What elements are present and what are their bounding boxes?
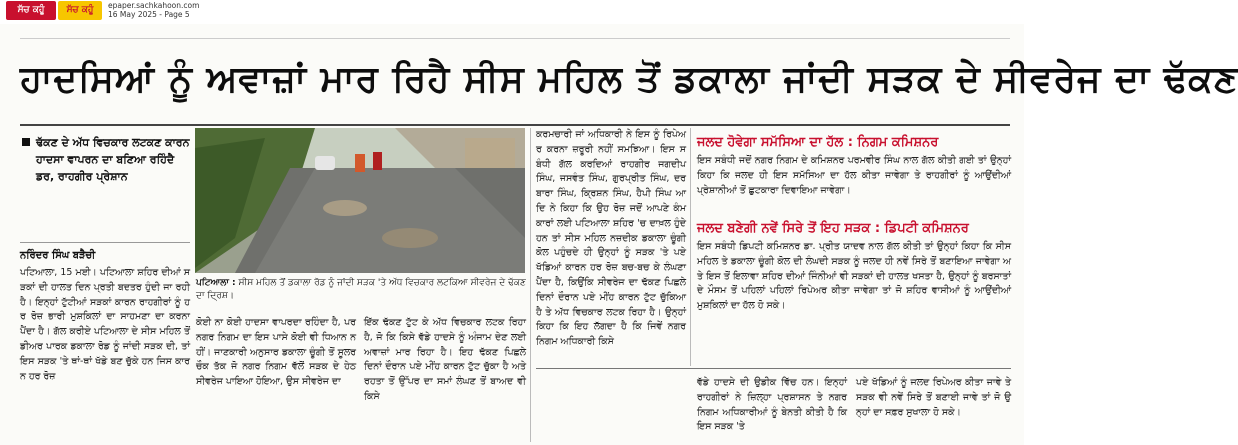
article-column-3: ਇੱਕ ਢੱਕਣ ਟੁੱਟ ਕੇ ਅੱਧ ਵਿਚਕਾਰ ਲਟਕ ਰਿਹਾ ਹੈ, ਜੋ ਕਿ ਕਿਸੇ ਵੱਡੇ ਹਾਦਸੇ ਨੂੰ ਅੰਜਾਮ ਦੇਣ ਲਈ ਅਵਾਜ਼ਾਂ ਮਾਰ ਰਿਹਾ ਹੈ। ਇਹ ਢੱਕਣ ਪਿਛਲੇ ਦਿਨਾਂ ਦੌਰਾਨ ਪਏ ਮੀਂਹ ਕਾਰਨ ਟੁੱਟ ਚੁੱਕਾ ਹੈ ਅਤੇ ਰਹਤਾ ਤੋਂ ਉੱਪਰ ਦਾ ਸਮਾਂ ਲੰਘਣ ਤੋਂ ਬਾਅਦ ਵੀ ਕਿਸੇ [364,317,526,402]
date-page: 16 May 2025 - Page 5 [108,10,190,19]
bullet-item [20,134,190,185]
epaper-header [0,0,1024,22]
column-divider [530,128,531,442]
source-url[interactable]: epaper.sachkahoon.com [108,1,200,10]
road-photo-illustration [195,128,525,273]
article-column-5: ਵੱਡੇ ਹਾਦਸੇ ਦੀ ਉਡੀਕ ਵਿੱਚ ਹਨ। ਇਨ੍ਹਾਂ ਰਾਹਗੀਰਾਂ ਨੇ ਜ਼ਿਲ੍ਹਾ ਪ੍ਰਸ਼ਾਸਨ ਤੇ ਨਗਰ ਨਿਗਮ ਅਧਿਕਾਰੀਆਂ ਨੂੰ ਬੇਨਤੀ ਕੀਤੀ ਹੈ ਕਿ ਇਸ ਸੜਕ 'ਤੇ [697,377,847,433]
subhead-commissioner: ਜਲਦ ਹੋਵੇਗਾ ਸਮੱਸਿਆ ਦਾ ਹੱਲ : ਨਿਗਮ ਕਮਿਸ਼ਨਰ [697,135,939,150]
newspaper-logo-secondary[interactable]: ਸੱਚ ਕਹੂੰ [58,1,102,20]
article-column-1: ਪਟਿਆਲਾ, 15 ਮਈ। ਪਟਿਆਲਾ ਸ਼ਹਿਰ ਦੀਆਂ ਸੜਕਾਂ ਦੀ ਹਾਲਤ ਦਿਨ ਪ੍ਰਤੀ ਬਦਤਰ ਹੁੰਦੀ ਜਾ ਰਹੀ ਹੈ। ਇਨ੍ਹਾਂ ਟੁੱਟੀਆਂ ਸੜਕਾਂ ਕਾਰਨ ਰਾਹਗੀਰਾਂ ਨੂੰ ਹਰ ਰੋਜ਼ ਭਾਰੀ ਮੁਸ਼ਕਿਲਾਂ ਦਾ ਸਾਹਮਣਾ ਦਾ ਕਰਨਾ ਪੈਂਦਾ ਹੈ। ਗੱਲ ਕਰੀਏ ਪਟਿਆਲਾ ਦੇ ਸੀਸ ਮਹਿਲ ਤੋਂ ਡੀਅਰ ਪਾਰਕ ਡਕਾਲਾ ਰੋਡ ਨੂੰ ਜਾਂਦੀ ਸੜਕ ਦੀ, ਤਾਂ ਇਸ ਸੜਕ 'ਤੇ ਥਾਂ-ਥਾਂ ਖੱਡੇ ਬਣ ਚੁੱਕੇ ਹਨ ਜਿਸ ਕਾਰਨ ਹਰ ਰੋਜ਼ [20,267,190,382]
box-divider [690,128,691,366]
car-icon [315,156,335,170]
byline: ਨਰਿੰਦਰ ਸਿੰਘ ਬੜੈਚੀ [20,250,96,261]
commissioner-statement: ਇਸ ਸਬੰਧੀ ਜਦੋਂ ਨਗਰ ਨਿਗਮ ਦੇ ਕਮਿਸ਼ਨਰ ਪਰਮਵੀਰ ਸਿੰਘ ਨਾਲ ਗੱਲ ਕੀਤੀ ਗਈ ਤਾਂ ਉਨ੍ਹਾਂ ਕਿਹਾ ਕਿ ਜਲਦ ਹੀ ਇਸ ਸਮੱਸਿਆ ਦਾ ਹੱਲ ਕੀਤਾ ਜਾਵੇਗਾ ਤੇ ਰਾਹਗੀਰਾਂ ਨੂੰ ਆਉਂਦੀਆਂ ਪ੍ਰੇਸ਼ਾਨੀਆਂ ਤੋਂ ਛੁਟਕਾਰਾ ਦਿਵਾਇਆ ਜਾਵੇਗਾ। [697,155,1011,196]
article-column-6: ਪਏ ਖੱਡਿਆਂ ਨੂੰ ਜਲਦ ਰਿਪੇਅਰ ਕੀਤਾ ਜਾਵੇ ਤੇ ਸੜਕ ਵੀ ਨਵੇਂ ਸਿਰੇ ਤੋਂ ਬਣਾਈ ਜਾਵੇ ਤਾਂ ਜੋ ਉਨ੍ਹਾਂ ਦਾ ਸਫ਼ਰ ਸੁਖਾਲਾ ਹੋ ਸਕੇ। [856,377,1011,418]
motorcycle-rider-icon [355,154,365,172]
article-column-2: ਕੋਈ ਨਾ ਕੋਈ ਹਾਦਸਾ ਵਾਪਰਦਾ ਰਹਿੰਦਾ ਹੈ, ਪਰ ਨਗਰ ਨਿਗਮ ਦਾ ਇਸ ਪਾਸੇ ਕੋਈ ਵੀ ਧਿਆਨ ਨਹੀਂ। ਜਾਣਕਾਰੀ ਅਨੁਸਾਰ ਡਕਾਲਾ ਚੂੰਗੀ ਤੋਂ ਸੂਲਰ ਚੌਕ ਤੱਕ ਜੋ ਨਗਰ ਨਿਗਮ ਵੱਲੋਂ ਸੜਕ ਦੇ ਹੇਠ ਸੀਵਰੇਜ ਪਾਇਆ ਹੋਇਆ, ਉਸ ਸੀਵਰੇਜ ਦਾ [196,317,356,388]
headline-divider [20,124,1010,126]
source-meta [108,1,199,19]
deputy-commissioner-statement: ਇਸ ਸਬੰਧੀ ਡਿਪਟੀ ਕਮਿਸ਼ਨਰ ਡਾ. ਪ੍ਰੀਤ ਯਾਦਵ ਨਾਲ ਗੱਲ ਕੀਤੀ ਤਾਂ ਉਨ੍ਹਾਂ ਕਿਹਾ ਕਿ ਸੀਸ ਮਹਿਲ ਤੇ ਡਕਾਲਾ ਚੂੰਗੀ ਕੋਲ ਦੀ ਲੰਘਦੀ ਸੜਕ ਨੂੰ ਜਲਦ ਹੀ ਨਵੇਂ ਸਿਰੇ ਤੋਂ ਬਣਾਇਆ ਜਾਵੇਗਾ ਅਤੇ ਇਸ ਤੋਂ ਇਲਾਵਾ ਸ਼ਹਿਰ ਦੀਆਂ ਜਿੰਨੀਆਂ ਵੀ ਸੜਕਾਂ ਦੀ ਹਾਲਤ ਖਸਤਾ ਹੈ, ਉਨ੍ਹਾਂ ਨੂੰ ਬਰਸਾਤਾਂ ਦੇ ਮੌਸਮ ਤੋਂ ਪਹਿਲਾਂ ਪਹਿਲਾਂ ਰਿਪੇਅਰ ਕੀਤਾ ਜਾਵੇਗਾ ਤਾਂ ਜੋ ਸ਼ਹਿਰ ਵਾਸੀਆਂ ਨੂੰ ਆਉਂਦੀਆਂ ਮੁਸ਼ਕਿਲਾਂ ਦਾ ਹੱਲ ਹੋ ਸਕੇ। [697,241,1011,312]
article-headline: ਹਾਦਸਿਆਂ ਨੂੰ ਅਵਾਜ਼ਾਂ ਮਾਰ ਰਿਹੈ ਸੀਸ ਮਹਿਲ ਤੋਂ ਡਕਾਲਾ ਜਾਂਦੀ ਸੜਕ ਦੇ ਸੀਵਰੇਜ ਦਾ ਢੱਕਣ [20,59,1238,100]
box-bottom-divider [536,368,1011,369]
motorcycle-rider-icon-2 [373,152,382,170]
caption-place: ਪਟਿਆਲਾ : [196,278,236,288]
photo-caption [196,277,526,303]
page-edge-divider [20,38,1010,39]
bullet-square-icon [22,138,30,146]
newspaper-logo[interactable]: ਸੱਚ ਕਹੂੰ [6,1,56,20]
bullet-list [20,134,190,187]
article-photo [195,128,525,273]
article-column-4: ਕਰਮਚਾਰੀ ਜਾਂ ਅਧਿਕਾਰੀ ਨੇ ਇਸ ਨੂੰ ਰਿਪੇਅਰ ਕਰਨਾ ਜ਼ਰੂਰੀ ਨਹੀਂ ਸਮਝਿਆ। ਇਸ ਸਬੰਧੀ ਗੱਲ ਕਰਦਿਆਂ ਰਾਹਗੀਰ ਜਗਦੀਪ ਸਿੰਘ, ਜਸਵੰਤ ਸਿੰਘ, ਗੁਰਪ੍ਰੀਤ ਸਿੰਘ, ਦਰਬਾਰਾ ਸਿੰਘ, ਕ੍ਰਿਸ਼ਨ ਸਿੰਘ, ਹੈਪੀ ਸਿੰਘ ਆਦਿ ਨੇ ਕਿਹਾ ਕਿ ਉਹ ਰੋਜ਼ ਜਦੋਂ ਆਪਣੇ ਕੰਮਕਾਰਾਂ ਲਈ ਪਟਿਆਲਾ ਸ਼ਹਿਰ 'ਚ ਦਾਖ਼ਲ ਹੁੰਦੇ ਹਨ ਤਾਂ ਸੀਸ ਮਹਿਲ ਨਜ਼ਦੀਕ ਡਕਾਲਾ ਚੂੰਗੀ ਕੋਲ ਪਹੁੰਚਦੇ ਹੀ ਉਨ੍ਹਾਂ ਨੂੰ ਸੜਕ 'ਤੇ ਪਏ ਖੱਡਿਆਂ ਕਾਰਨ ਹਰ ਰੋਜ਼ ਬਚ-ਬਚ ਕੇ ਲੰਘਣਾ ਪੈਂਦਾ ਹੈ, ਕਿਉਂਕਿ ਸੀਵਰੇਜ ਦਾ ਢੱਕਣ ਪਿਛਲੇ ਦਿਨਾਂ ਦੌਰਾਨ ਪਏ ਮੀਂਹ ਕਾਰਨ ਟੁੱਟ ਚੁੱਕਿਆ ਹੈ ਤੇ ਅੱਧ ਵਿਚਕਾਰ ਲਟਕ ਰਿਹਾ ਹੈ। ਉਨ੍ਹਾਂ ਕਿਹਾ ਕਿ ਇਹ ਲੱਗਦਾ ਹੈ ਕਿ ਜਿਵੇਂ ਨਗਰ ਨਿਗਮ ਅਧਿਕਾਰੀ ਕਿਸੇ [536,129,686,348]
bullet-text: ਢੱਕਣ ਦੇ ਅੱਧ ਵਿਚਕਾਰ ਲਟਕਣ ਕਾਰਨ ਹਾਦਸਾ ਵਾਪਰਨ ਦਾ ਬਣਿਆ ਰਹਿੰਦੈ ਡਰ, ਰਾਹਗੀਰ ਪ੍ਰੇਸ਼ਾਨ [36,136,190,183]
byline-divider [20,242,190,243]
caption-text: ਸੀਸ ਮਹਿਲ ਤੋਂ ਡਕਾਲਾ ਰੋਡ ਨੂੰ ਜਾਂਦੀ ਸੜਕ 'ਤੇ ਅੱਧ ਵਿਚਕਾਰ ਲਟਕਿਆ ਸੀਵਰੇਜ ਦੇ ਢੱਕਣ ਦਾ ਦ੍ਰਿਸ਼। [196,278,526,301]
subhead-deputy-commissioner: ਜਲਦ ਬਣੇਗੀ ਨਵੇਂ ਸਿਰੇ ਤੋਂ ਇਹ ਸੜਕ : ਡਿਪਟੀ ਕਮਿਸ਼ਨਰ [697,221,969,236]
